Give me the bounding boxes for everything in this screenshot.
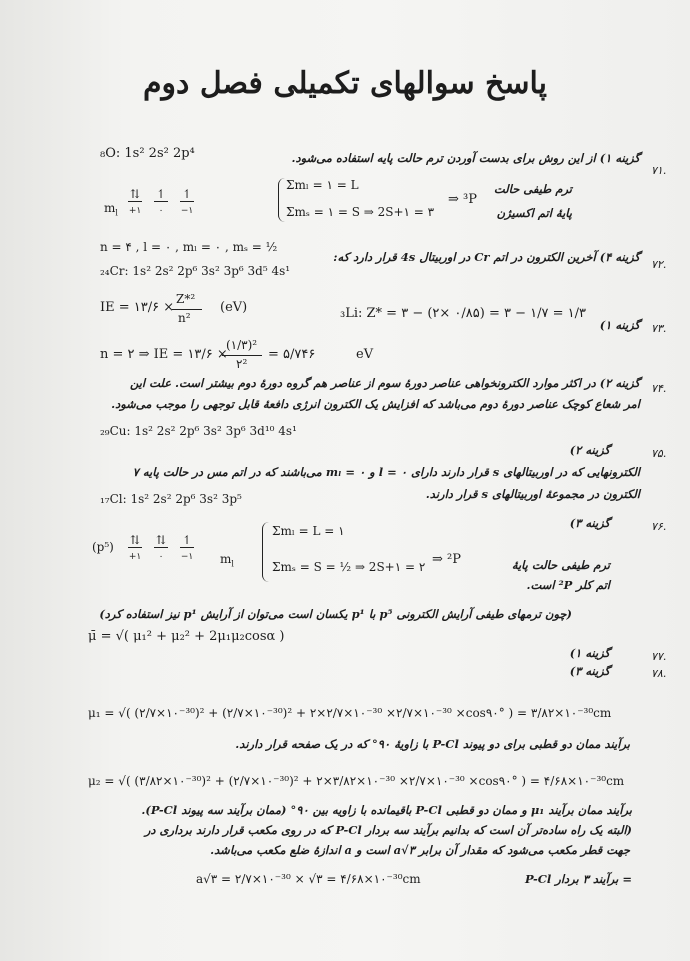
q78-line-3: (البته یک راه ساده‌تر آن است که بدانیم برآیند سه بردار P-Cl که در روی مکعب قرار دارند برداری در bbox=[144, 823, 632, 837]
question-number-78: ۷۸. bbox=[651, 667, 667, 680]
q76-orbital-diagram bbox=[128, 522, 218, 562]
orbital-box: ⇅ bbox=[129, 187, 141, 201]
q73-calc-den: ۲² bbox=[236, 357, 248, 371]
question-number-74: ۷۴. bbox=[651, 382, 667, 395]
q73-ie-calc: n = ۲ ⇒ IE = ۱۳/۶ × bbox=[100, 347, 228, 362]
q75-answer-text: گزینه ۲) bbox=[569, 443, 610, 457]
fraction-line bbox=[172, 309, 202, 310]
q78-answer-text: گزینه ۳) bbox=[569, 664, 610, 678]
q78-mu2: μ₂ = √( (۳/۸۲×۱۰⁻³⁰)² + (۲/۷×۱۰⁻³⁰)² + ۲×۳/۸۲×۱۰⁻³⁰ ×۲/۷×۱۰⁻³⁰ ×cos۹۰° ) = ۴/۶۸×۱۰⁻³⁰cm bbox=[88, 774, 625, 788]
q78-line-5: a√۳ = ۲/۷×۱۰⁻³⁰ × √۳ = ۴/۶۸×۱۰⁻³⁰cm bbox=[196, 872, 421, 886]
q76-label-1: ترم طیفی حالت پایهٔ bbox=[511, 558, 610, 572]
orbital-box: ⇅ bbox=[129, 533, 141, 547]
question-number-76: ۷۶. bbox=[651, 520, 667, 533]
question-number-72: ۷۲. bbox=[651, 258, 667, 271]
q72-quantum-numbers: n = ۴ , l = ۰ , mₗ = ۰ , mₛ = ½ bbox=[100, 240, 278, 254]
ml-value: ۰ bbox=[158, 552, 164, 562]
question-number-75: ۷۵. bbox=[651, 447, 667, 460]
q78-line-1: برآیند ممان دو قطبی برای دو پیوند P-Cl با زاویهٔ ۹۰° که در یک صفحه قرار دارند. bbox=[235, 737, 630, 751]
fraction-line bbox=[222, 355, 262, 356]
q71-label-1: ترم طیفی حالت bbox=[493, 182, 572, 196]
q72-answer-text: گزینه ۴) آخرین الکترون در اتم Cr در اوربیتال 4s قرار دارد که: bbox=[333, 250, 640, 264]
orbital-box: ↿ bbox=[181, 533, 193, 547]
q72-cr-config: ₂₄Cr: 1s² 2s² 2p⁶ 3s² 3p⁶ 3d⁵ 4s¹ bbox=[100, 264, 291, 278]
q78-line-2: برآیند ممان برآیند μ₁ و ممان دو قطبی P-Cl باقیمانده با زاویه بین ۹۰° (ممان برآیند سه پیوند P-Cl). bbox=[141, 803, 632, 817]
q74-text-1: گزینه ۲) در اکثر موارد الکترونخواهی عناصر دورهٔ سوم از عناصر هم گروه دورهٔ دوم بیشتر است. علت این bbox=[129, 376, 640, 390]
q73-ie-formula: IE = ۱۳/۶ × bbox=[100, 300, 175, 315]
q75-cl-config: ₁₇Cl: 1s² 2s² 2p⁶ 3s² 3p⁵ bbox=[100, 492, 242, 506]
brace bbox=[262, 522, 269, 582]
page-title: پاسخ سوالهای تکمیلی فصل دوم bbox=[142, 66, 548, 101]
q74-cu-config: ₂₉Cu: 1s² 2s² 2p⁶ 3s² 3p⁶ 3d¹⁰ 4s¹ bbox=[100, 424, 297, 438]
q73-calc-unit: eV bbox=[356, 347, 374, 362]
q75-text-2: الکترون در مجموعهٔ اوربیتالهای s قرار دارند. bbox=[425, 487, 640, 501]
q76-label-2: اتم کلر ²P است. bbox=[526, 578, 610, 592]
q76-term-result: ⇒ ²P bbox=[432, 552, 461, 567]
q78-mu1: μ₁ = √( (۲/۷×۱۰⁻³⁰)² + (۲/۷×۱۰⁻³⁰)² + ۲×۲/۷×۱۰⁻³⁰ ×۲/۷×۱۰⁻³⁰ ×cos۹۰° ) = ۳/۸۲×۱۰⁻³⁰cm bbox=[88, 706, 612, 720]
q73-frac-den: n² bbox=[178, 311, 191, 325]
q74-text-2: امر شعاع کوچک عناصر دورهٔ دوم می‌باشد که افزایش یک الکترون انرژی دافعهٔ قابل توجهی را موجب می‌شود. bbox=[111, 397, 640, 411]
q71-orbital-diagram bbox=[128, 176, 218, 216]
q76-answer-text: گزینه ۳) bbox=[569, 516, 610, 530]
q71-sum-ms: Σmₛ = ۱ = S ⇒ 2S+۱ = ۳ bbox=[286, 205, 435, 219]
q77-answer-text: گزینه ۱) bbox=[569, 646, 610, 660]
ml-label: $m_l$ bbox=[104, 201, 118, 218]
q76-sum-ms: Σmₛ = S = ½ ⇒ 2S+۱ = ۲ bbox=[272, 560, 426, 574]
q73-li-zeff: ₃Li: Z* = ۳ − (۲× ۰/۸۵) = ۳ − ۱/۷ = ۱/۳ bbox=[340, 306, 586, 321]
orbital-box: ↿ bbox=[181, 187, 193, 201]
q73-unit: (eV) bbox=[220, 300, 248, 315]
q73-answer-text: گزینه ۱) bbox=[599, 318, 640, 332]
q77-formula: μ̄ = √( μ₁² + μ₂² + 2μ₁μ₂cosα ) bbox=[88, 629, 285, 644]
question-number-77: ۷۷. bbox=[651, 650, 667, 663]
ml-value: ۰ bbox=[158, 206, 164, 216]
q76-sum-ml: Σmₗ = L = ۱ bbox=[272, 524, 345, 538]
question-number-73: ۷۳. bbox=[651, 322, 667, 335]
q76-p5-label: (p⁵) bbox=[92, 540, 114, 554]
ml-value: +۱ bbox=[128, 552, 142, 562]
ml-value: −۱ bbox=[180, 552, 194, 562]
q76-note: (چون ترمهای طیفی آرایش الکترونی p⁵ با p¹ یکسان است می‌توان از آرایش p¹ نیز استفاده کرد) bbox=[99, 607, 572, 621]
q78-line-4: جهت قطر مکعب می‌شود که مقدار آن برابر a√۳ است و a اندازهٔ ضلع مکعب می‌باشد. bbox=[210, 843, 630, 857]
q71-label-2: پایهٔ اتم اکسیژن bbox=[496, 206, 572, 220]
orbital-box: ⇅ bbox=[155, 533, 167, 547]
ml-label: $m_l$ bbox=[220, 552, 234, 569]
ml-value: −۱ bbox=[180, 206, 194, 216]
brace bbox=[278, 178, 285, 222]
q71-sum-ml: Σmₗ = ۱ = L bbox=[286, 178, 359, 192]
q75-text-1: الکترونهایی که در اوربیتالهای s قرار دارند دارای l = ۰ و mₗ = ۰ می‌باشند که در اتم مس در حالت پایه ۷ bbox=[132, 465, 640, 479]
q73-calc-num: (۱/۳)² bbox=[226, 338, 258, 352]
question-number-71: ۷۱. bbox=[651, 164, 667, 177]
q71-answer-text: گزینه ۱) از این روش برای بدست آوردن ترم حالت پایه استفاده می‌شود. bbox=[291, 151, 640, 165]
q71-oxygen-config: ₈O: 1s² 2s² 2p⁴ bbox=[100, 146, 195, 161]
q73-calc-result: = ۵/۷۴۶ bbox=[268, 347, 316, 362]
q71-term-result: ⇒ ³P bbox=[448, 192, 477, 207]
orbital-box: ↿ bbox=[155, 187, 167, 201]
q73-frac-num: Z*² bbox=[176, 292, 196, 306]
ml-value: +۱ bbox=[128, 206, 142, 216]
q78-line-5-label: = برآیند ۳ بردار P-Cl bbox=[524, 872, 632, 886]
